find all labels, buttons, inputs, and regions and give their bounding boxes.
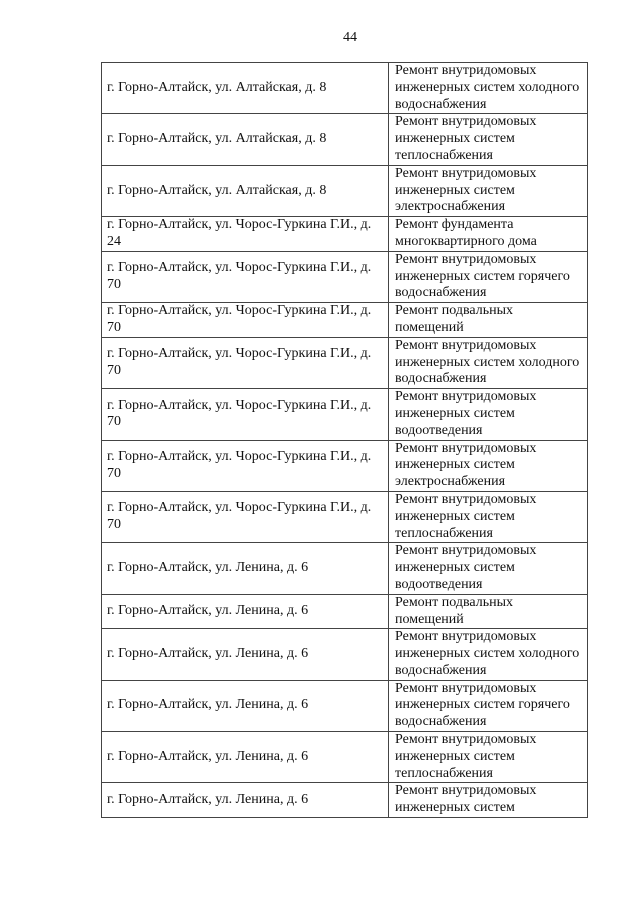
address-cell: г. Горно-Алтайск, ул. Ленина, д. 6: [102, 629, 389, 680]
table-row: [102, 680, 588, 731]
address-cell: г. Горно-Алтайск, ул. Ленина, д. 6: [102, 543, 389, 594]
work-type-cell: Ремонт внутридомовых инженерных систем водоотведения: [389, 389, 588, 440]
address-cell: г. Горно-Алтайск, ул. Чорос-Гуркина Г.И., д. 70: [102, 251, 389, 302]
address-cell: г. Горно-Алтайск, ул. Алтайская, д. 8: [102, 63, 389, 114]
work-type-cell: Ремонт внутридомовых инженерных систем холодного водоснабжения: [389, 337, 588, 388]
work-type-cell: Ремонт внутридомовых инженерных систем: [389, 783, 588, 818]
work-type-cell: Ремонт подвальных помещений: [389, 594, 588, 629]
table-row: [102, 543, 588, 594]
address-cell: г. Горно-Алтайск, ул. Алтайская, д. 8: [102, 165, 389, 216]
work-type-cell: Ремонт внутридомовых инженерных систем горячего водоснабжения: [389, 680, 588, 731]
address-cell: г. Горно-Алтайск, ул. Ленина, д. 6: [102, 680, 389, 731]
work-type-cell: Ремонт внутридомовых инженерных систем водоотведения: [389, 543, 588, 594]
table-row: [102, 491, 588, 542]
table-row: [102, 63, 588, 114]
address-cell: г. Горно-Алтайск, ул. Чорос-Гуркина Г.И., д. 70: [102, 389, 389, 440]
table-row: [102, 165, 588, 216]
table-body: [102, 63, 588, 818]
table-row: [102, 389, 588, 440]
work-type-cell: Ремонт внутридомовых инженерных систем горячего водоснабжения: [389, 251, 588, 302]
address-cell: г. Горно-Алтайск, ул. Чорос-Гуркина Г.И., д. 70: [102, 440, 389, 491]
work-type-cell: Ремонт подвальных помещений: [389, 303, 588, 338]
table-row: [102, 629, 588, 680]
table-row: [102, 783, 588, 818]
work-type-cell: Ремонт внутридомовых инженерных систем холодного водоснабжения: [389, 63, 588, 114]
work-type-cell: Ремонт внутридомовых инженерных систем холодного водоснабжения: [389, 629, 588, 680]
table-row: [102, 114, 588, 165]
address-cell: г. Горно-Алтайск, ул. Чорос-Гуркина Г.И., д. 70: [102, 337, 389, 388]
address-cell: г. Горно-Алтайск, ул. Ленина, д. 6: [102, 783, 389, 818]
repair-table: [101, 62, 588, 818]
address-cell: г. Горно-Алтайск, ул. Чорос-Гуркина Г.И., д. 70: [102, 491, 389, 542]
table-row: [102, 337, 588, 388]
table-row: [102, 440, 588, 491]
address-cell: г. Горно-Алтайск, ул. Чорос-Гуркина Г.И., д. 70: [102, 303, 389, 338]
work-type-cell: Ремонт внутридомовых инженерных систем электроснабжения: [389, 165, 588, 216]
address-cell: г. Горно-Алтайск, ул. Ленина, д. 6: [102, 594, 389, 629]
address-cell: г. Горно-Алтайск, ул. Алтайская, д. 8: [102, 114, 389, 165]
work-type-cell: Ремонт внутридомовых инженерных систем теплоснабжения: [389, 114, 588, 165]
work-type-cell: Ремонт фундамента многоквартирного дома: [389, 217, 588, 252]
address-cell: г. Горно-Алтайск, ул. Ленина, д. 6: [102, 732, 389, 783]
table-row: [102, 732, 588, 783]
work-type-cell: Ремонт внутридомовых инженерных систем электроснабжения: [389, 440, 588, 491]
address-cell: г. Горно-Алтайск, ул. Чорос-Гуркина Г.И., д. 24: [102, 217, 389, 252]
table-row: [102, 594, 588, 629]
table-row: [102, 251, 588, 302]
work-type-cell: Ремонт внутридомовых инженерных систем теплоснабжения: [389, 491, 588, 542]
table-row: [102, 303, 588, 338]
table-row: [102, 217, 588, 252]
page-number: 44: [343, 30, 357, 45]
work-type-cell: Ремонт внутридомовых инженерных систем теплоснабжения: [389, 732, 588, 783]
